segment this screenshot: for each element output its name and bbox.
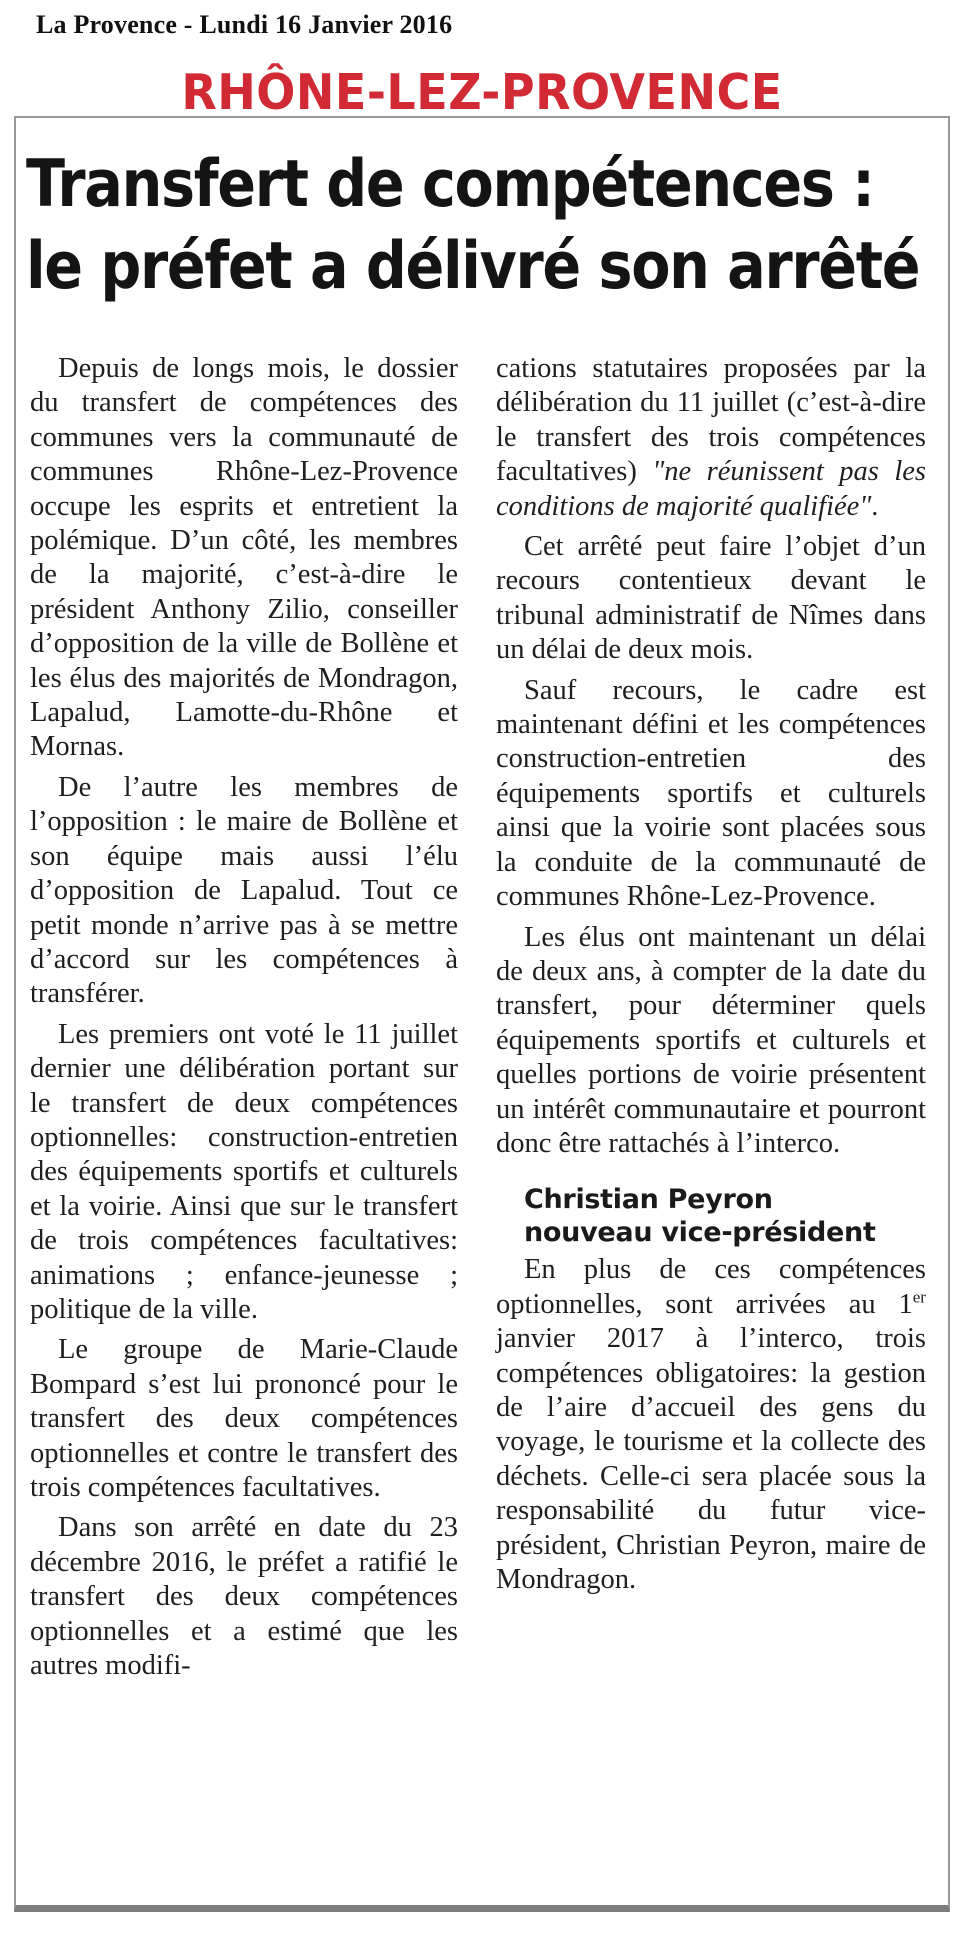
paragraph: Dans son arrêté en date du 23 décembre 2016, le préfet a ratifié le transfert des deux compétences optionnelles et a estimé que les autres modifi- xyxy=(30,1512,458,1682)
section-title: RHÔNE-LEZ-PROVENCE xyxy=(181,64,783,121)
subheading-line-2: nouveau vice-président xyxy=(524,1217,876,1249)
ordinal-suffix: er xyxy=(912,1287,926,1307)
headline-line-1: Transfert de compétences : xyxy=(26,147,874,222)
paragraph: De l’autre les membres de l’opposition : le maire de Bollène et son équipe mais aussi l’élu d’opposition de Lapalud. Tout ce petit monde n’arrive pas à se mettre d’accord sur les compétences à transférer. xyxy=(30,771,458,1010)
article-column-right xyxy=(496,352,926,1603)
paragraph: Le groupe de Marie-Claude Bompard s’est lui prononcé pour le transfert des deux compétences optionnelles et contre le transfert des trois compétences facultatives. xyxy=(30,1334,458,1503)
quote: "ne réunissent pas les conditions de majorité qualifiée" xyxy=(496,456,926,522)
subheading xyxy=(524,1183,926,1249)
subheading-line-1: Christian Peyron xyxy=(524,1184,773,1216)
paragraph-text: . xyxy=(871,490,879,522)
paragraph-text: En plus de ces compétences optionnelles, sont arrivées au 1 xyxy=(496,1254,926,1320)
dateline: La Provence - Lundi 16 Janvier 2016 xyxy=(36,10,453,39)
headline-line-2: le préfet a délivré son arrêté xyxy=(26,229,920,304)
article-column-left xyxy=(30,352,458,1689)
paragraph: Depuis de longs mois, le dossier du transfert de compétences des communes vers la communauté de communes Rhône-Lez-Provence occupe les esprits et entretient la polémique. D’un côté, les membres de la majorité, c’est-à-dire le président Anthony Zilio, conseiller d’opposition de la ville de Bollène et les élus des majorités de Mondragon, Lapalud, Lamotte-du-Rhône et Mornas. xyxy=(30,353,458,763)
paragraph: Cet arrêté peut faire l’objet d’un recours contentieux devant le tribunal administratif de Nîmes dans un délai de deux mois. xyxy=(496,531,926,666)
paragraph: Les élus ont maintenant un délai de deux ans, à compter de la date du transfert, pour déterminer quels équipements sportifs et culturels et quelles portions de voirie présentent un intérêt communautaire et pourront donc être rattachés à l’interco. xyxy=(496,921,926,1159)
headline xyxy=(26,144,920,308)
paragraph: Sauf recours, le cadre est maintenant défini et les compétences construction-entretien des équipements sportifs et culturels ainsi que la voirie sont placées sous la conduite de la communauté de communes Rhône-Lez-Provence. xyxy=(496,674,926,913)
paragraph: Les premiers ont voté le 11 juillet dernier une délibération portant sur le transfert de deux compétences optionnelles: construction-entretien des équipements sportifs et culturels et la voirie. Ainsi que sur le transfert de trois compétences facultatives: animations ; enfance-jeunesse ; politique de la ville. xyxy=(30,1018,458,1325)
paragraph-continued xyxy=(496,352,926,524)
paragraph-text: cations statutaires proposées par la délibération du 11 juillet (c’est-à-dire le transfert des trois compétences facultatives) xyxy=(496,353,926,488)
paragraph xyxy=(496,1253,926,1597)
paragraph-text: janvier 2017 à l’interco, trois compétences obligatoires: la gestion de l’aire d’accueil des gens du voyage, le tourisme et la collecte des déchets. Celle-ci sera placée sous la responsabilité du futur vice-président, Christian Peyron, maire de Mondragon. xyxy=(496,1323,926,1595)
